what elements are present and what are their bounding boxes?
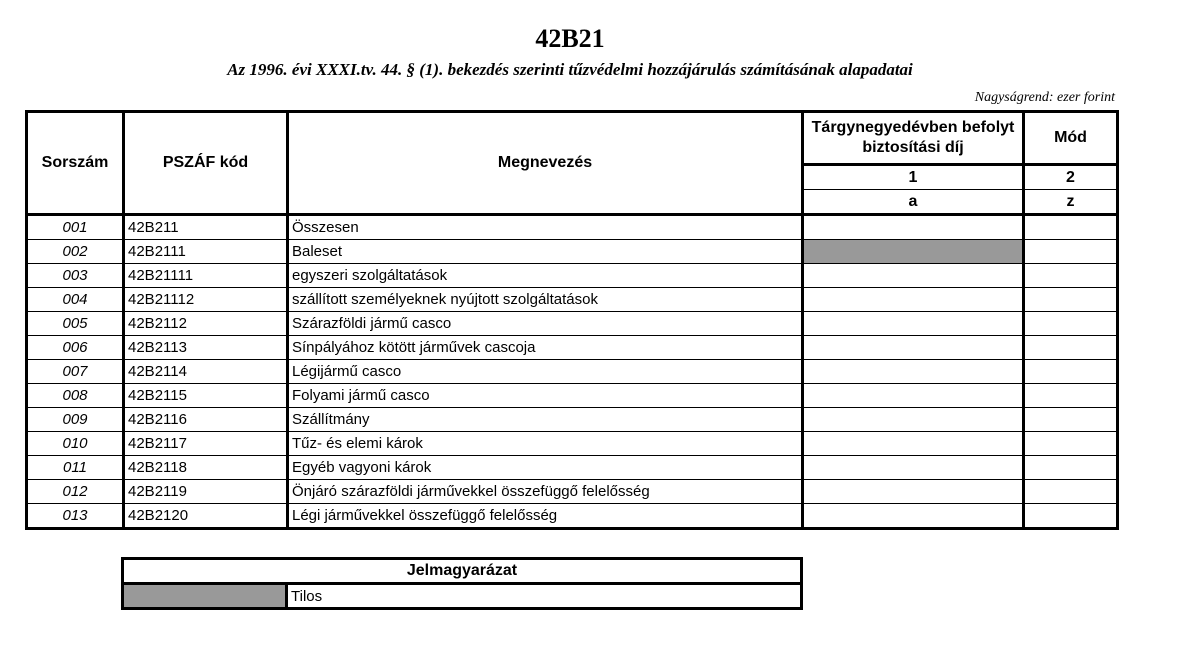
table-row bbox=[27, 312, 1118, 336]
cell-col1-input[interactable] bbox=[803, 288, 1024, 312]
cell-sorszam: 004 bbox=[27, 288, 124, 312]
cell-col1-input[interactable] bbox=[803, 432, 1024, 456]
cell-col1-input[interactable] bbox=[803, 215, 1024, 240]
header-pszaf-kod: PSZÁF kód bbox=[124, 112, 288, 215]
cell-col2-input[interactable] bbox=[1024, 504, 1118, 529]
cell-pszaf-kod: 42B2119 bbox=[124, 480, 288, 504]
table-body bbox=[27, 215, 1118, 529]
cell-megnevezes: Légi járművekkel összefüggő felelősség bbox=[288, 504, 803, 529]
cell-sorszam: 006 bbox=[27, 336, 124, 360]
cell-sorszam: 007 bbox=[27, 360, 124, 384]
cell-pszaf-kod: 42B2116 bbox=[124, 408, 288, 432]
cell-pszaf-kod: 42B211 bbox=[124, 215, 288, 240]
page-subtitle: Az 1996. évi XXXI.tv. 44. § (1). bekezdés szerinti tűzvédelmi hozzájárulás számításának alapadatai bbox=[227, 60, 913, 79]
legend-swatch bbox=[123, 584, 287, 609]
cell-col1-input[interactable] bbox=[803, 312, 1024, 336]
table-row bbox=[27, 480, 1118, 504]
cell-col2-input[interactable] bbox=[1024, 480, 1118, 504]
cell-col2-input[interactable] bbox=[1024, 336, 1118, 360]
cell-megnevezes: Tűz- és elemi károk bbox=[288, 432, 803, 456]
header-col2-title: Mód bbox=[1024, 112, 1118, 165]
cell-pszaf-kod: 42B2117 bbox=[124, 432, 288, 456]
unit-note: Nagyságrend: ezer forint bbox=[974, 90, 1115, 105]
header-col2-letter: z bbox=[1024, 190, 1118, 215]
cell-sorszam: 008 bbox=[27, 384, 124, 408]
cell-pszaf-kod: 42B2118 bbox=[124, 456, 288, 480]
cell-col1-input[interactable] bbox=[803, 504, 1024, 529]
cell-col1-input[interactable] bbox=[803, 264, 1024, 288]
cell-sorszam: 009 bbox=[27, 408, 124, 432]
cell-col1-input[interactable] bbox=[803, 408, 1024, 432]
cell-pszaf-kod: 42B2115 bbox=[124, 384, 288, 408]
cell-col2-input[interactable] bbox=[1024, 215, 1118, 240]
cell-col2-input[interactable] bbox=[1024, 360, 1118, 384]
cell-megnevezes: Szállítmány bbox=[288, 408, 803, 432]
cell-col2-input[interactable] bbox=[1024, 408, 1118, 432]
cell-pszaf-kod: 42B2120 bbox=[124, 504, 288, 529]
table-row bbox=[27, 360, 1118, 384]
cell-megnevezes: szállított személyeknek nyújtott szolgáltatások bbox=[288, 288, 803, 312]
cell-sorszam: 003 bbox=[27, 264, 124, 288]
cell-sorszam: 002 bbox=[27, 240, 124, 264]
header-megnevezes: Megnevezés bbox=[288, 112, 803, 215]
cell-col2-input[interactable] bbox=[1024, 264, 1118, 288]
cell-sorszam: 001 bbox=[27, 215, 124, 240]
page-title: 42B21 bbox=[535, 24, 605, 53]
header-sorszam: Sorszám bbox=[27, 112, 124, 215]
cell-pszaf-kod: 42B21111 bbox=[124, 264, 288, 288]
table-row bbox=[27, 288, 1118, 312]
cell-pszaf-kod: 42B2113 bbox=[124, 336, 288, 360]
cell-col1-input[interactable] bbox=[803, 456, 1024, 480]
cell-sorszam: 010 bbox=[27, 432, 124, 456]
header-col1-title: Tárgynegyedévben befolyt biztosítási díj bbox=[803, 112, 1024, 165]
cell-megnevezes: Összesen bbox=[288, 215, 803, 240]
cell-col1-input[interactable] bbox=[803, 480, 1024, 504]
cell-col1-input[interactable] bbox=[803, 360, 1024, 384]
cell-pszaf-kod: 42B2114 bbox=[124, 360, 288, 384]
cell-megnevezes: Önjáró szárazföldi járművekkel összefüggő felelősség bbox=[288, 480, 803, 504]
cell-col1-input[interactable] bbox=[803, 336, 1024, 360]
cell-col2-input[interactable] bbox=[1024, 384, 1118, 408]
cell-sorszam: 012 bbox=[27, 480, 124, 504]
cell-pszaf-kod: 42B2112 bbox=[124, 312, 288, 336]
cell-megnevezes: Folyami jármű casco bbox=[288, 384, 803, 408]
cell-sorszam: 013 bbox=[27, 504, 124, 529]
legend-table bbox=[121, 557, 803, 610]
cell-megnevezes: Szárazföldi jármű casco bbox=[288, 312, 803, 336]
table-row bbox=[27, 384, 1118, 408]
cell-sorszam: 011 bbox=[27, 456, 124, 480]
table-row bbox=[27, 456, 1118, 480]
header-col1-letter: a bbox=[803, 190, 1024, 215]
header-col1-number: 1 bbox=[803, 165, 1024, 190]
header-col2-number: 2 bbox=[1024, 165, 1118, 190]
cell-megnevezes: Sínpályához kötött járművek cascoja bbox=[288, 336, 803, 360]
cell-col2-input[interactable] bbox=[1024, 312, 1118, 336]
table-row bbox=[27, 408, 1118, 432]
table-row bbox=[27, 336, 1118, 360]
cell-col2-input[interactable] bbox=[1024, 456, 1118, 480]
table-row bbox=[27, 240, 1118, 264]
legend-title: Jelmagyarázat bbox=[123, 559, 802, 584]
table-row bbox=[27, 432, 1118, 456]
cell-col1-input[interactable] bbox=[803, 384, 1024, 408]
cell-megnevezes: Egyéb vagyoni károk bbox=[288, 456, 803, 480]
cell-col1-input bbox=[803, 240, 1024, 264]
table-row bbox=[27, 264, 1118, 288]
cell-col2-input[interactable] bbox=[1024, 432, 1118, 456]
data-table bbox=[25, 110, 1119, 530]
cell-megnevezes: Légijármű casco bbox=[288, 360, 803, 384]
table-row bbox=[27, 215, 1118, 240]
cell-pszaf-kod: 42B2111 bbox=[124, 240, 288, 264]
cell-megnevezes: egyszeri szolgáltatások bbox=[288, 264, 803, 288]
cell-col2-input[interactable] bbox=[1024, 288, 1118, 312]
cell-sorszam: 005 bbox=[27, 312, 124, 336]
legend-label: Tilos bbox=[287, 584, 802, 609]
cell-pszaf-kod: 42B21112 bbox=[124, 288, 288, 312]
cell-megnevezes: Baleset bbox=[288, 240, 803, 264]
table-row bbox=[27, 504, 1118, 529]
cell-col2-input[interactable] bbox=[1024, 240, 1118, 264]
